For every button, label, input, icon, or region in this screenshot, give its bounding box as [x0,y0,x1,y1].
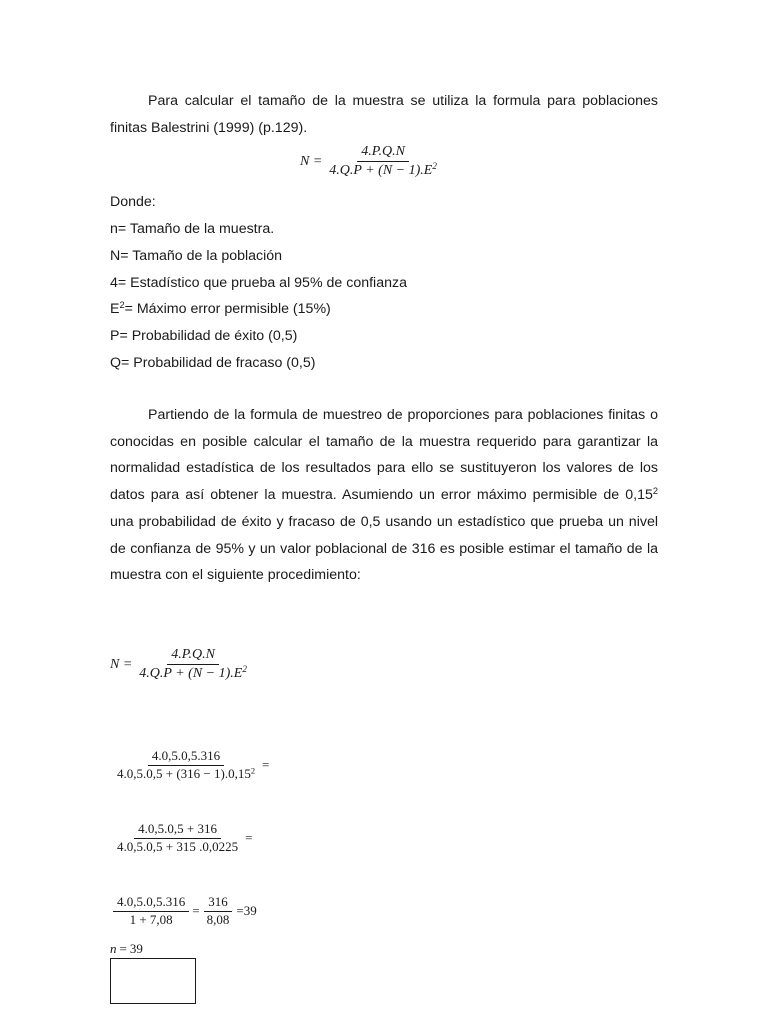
formula-repeat [110,647,254,682]
formula-main-denominator-base: 4.Q.P + (N − 1).E [329,163,433,179]
body-sup: 2 [652,486,658,497]
body-paragraph [110,402,658,589]
formula-main-lhs: N = [300,153,323,169]
definition-n: n= Tamaño de la muestra. [110,221,275,237]
step-3-result: 39 [243,903,257,919]
step-2-numerator: 4.0,5.0,5 + 316 [134,822,221,839]
definition-P: P= Probabilidad de éxito (0,5) [110,328,298,344]
formula-main-denominator [325,162,441,179]
step-2-denominator: 4.0,5.0,5 + 315 .0,0225 [117,838,239,854]
final-result [110,941,143,957]
step-3-denominator-2: 8,08 [206,911,230,927]
formula-repeat-lhs: N = [110,656,133,672]
definition-E-text: = Máximo error permisible (15%) [124,301,331,317]
step-3-equals-1: = [192,903,200,919]
empty-box [110,958,196,1004]
formula-main-denominator-exp: 2 [432,161,437,172]
formula-main [300,144,444,179]
step-3-equals-2: = [236,903,244,919]
step-3 [110,895,257,928]
formula-repeat-denominator-base: 4.Q.P + (N − 1).E [139,666,243,682]
formula-repeat-denominator [135,665,251,682]
final-var: n [110,941,117,956]
step-3-numerator: 4.0,5.0,5.316 [113,895,189,912]
step-3-numerator-2: 316 [204,895,232,912]
step-1-denominator [113,766,259,782]
formula-main-fraction [325,144,441,179]
body-text-a: Partiendo de la formula de muestreo de proporciones para poblaciones finitas o conocidas en posible calcular el tamaño de la muestra requerido para garantizar la normalidad estadística de los resultados para ello se sustituyeron los valores de los datos para así obtener la muestra. Asumiendo un error máximo permisible de 0,15 [110,407,658,504]
intro-paragraph: Para calcular el tamaño de la muestra se utiliza la formula para poblaciones finitas Balestrini (1999) (p.129). [110,93,658,136]
final-equals: = [119,941,127,956]
step-2-equals: = [245,830,253,846]
definitions-heading: Donde: [110,194,156,210]
step-1-equals: = [262,757,270,773]
definition-E-symbol: E [110,301,120,317]
step-1-numerator: 4.0,5.0,5.316 [148,749,224,766]
definition-N: N= Tamaño de la población [110,248,283,264]
step-3-fraction-a [113,895,189,928]
definition-4: 4= Estadístico que prueba al 95% de confianza [110,275,407,291]
step-2 [110,822,252,855]
step-2-fraction [113,822,242,855]
formula-repeat-denominator-exp: 2 [242,664,247,675]
definition-E-exp: 2 [119,299,125,310]
step-1-denominator-exp: 2 [250,765,256,776]
step-1-denominator-base: 4.0,5.0,5 + (316 − 1).0,15 [117,765,251,781]
definition-Q: Q= Probabilidad de fracaso (0,5) [110,355,316,371]
step-1 [110,749,269,782]
formula-repeat-fraction [135,647,251,682]
step-3-denominator: 1 + 7,08 [129,911,173,927]
step-1-fraction [113,749,259,782]
step-3-fraction-b [203,895,234,928]
body-text-b: una probabilidad de éxito y fracaso de 0,5 usando un estadístico que prueba un nivel de confianza de 95% y un valor poblacional de 316 es posible estimar el tamaño de la muestra con el siguiente procedimiento: [110,513,658,584]
definition-E [110,299,331,319]
final-value: 39 [129,941,143,956]
formula-repeat-numerator: 4.P.Q.N [167,647,219,665]
formula-main-numerator: 4.P.Q.N [357,144,409,162]
